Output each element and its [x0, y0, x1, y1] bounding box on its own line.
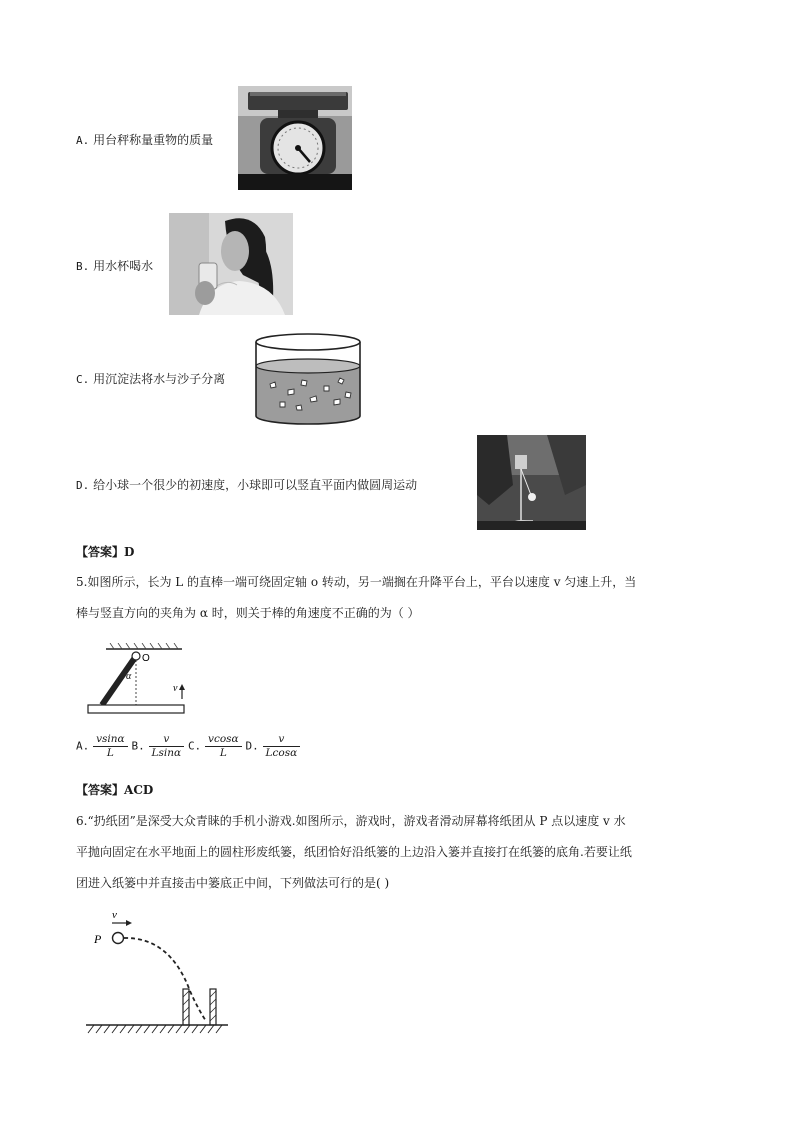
- q5-option-c-den: L: [219, 746, 227, 759]
- q5-option-b-label: B.: [131, 739, 145, 753]
- option-c-label: C.: [76, 373, 90, 386]
- q6-velocity-label: v: [112, 909, 117, 921]
- option-c-text: 用沉淀法将水与沙子分离: [93, 372, 226, 386]
- option-d-label: D.: [76, 479, 90, 492]
- platform: [88, 705, 184, 713]
- q4-answer-tag: 【答案】: [76, 545, 125, 559]
- pivot-label: O: [142, 653, 150, 664]
- ground-hatch: [88, 1025, 222, 1033]
- velocity-arrowhead: [179, 684, 185, 690]
- q5-text-line1: 5.如图所示，长为 L 的直棒一端可绕固定轴 o 转动，另一端搁在升降平台上，平台以速度 v 匀速上升，当: [76, 575, 637, 589]
- q5-option-b-den: Lsinα: [151, 746, 182, 759]
- q5-option-b-fraction: [149, 734, 185, 758]
- q4-answer: [76, 543, 134, 560]
- option-b: [76, 257, 153, 274]
- q5-option-b-num: v: [149, 734, 185, 747]
- pendulum-photo: [477, 435, 586, 530]
- q5-option-a-fraction: [93, 734, 128, 758]
- option-b-label: B.: [76, 260, 90, 273]
- q5-option-c-num: vcosα: [205, 734, 242, 747]
- scale-photo: [238, 86, 352, 190]
- q5-option-c-fraction: [205, 734, 242, 758]
- option-c: [76, 370, 225, 387]
- velocity-label: v: [173, 683, 178, 694]
- q6-paper-toss-diagram: [82, 905, 232, 1035]
- paper-ball: [113, 933, 124, 944]
- q6-text-line2: 平抛向固定在水平地面上的圆柱形废纸篓，纸团恰好沿纸篓的上边沿入篓并直接打在纸篓的底角.若要让纸: [76, 845, 632, 859]
- q5-option-a-label: A.: [76, 739, 90, 753]
- option-a: [76, 131, 213, 148]
- q5-rod-diagram: [82, 643, 194, 723]
- q6-point-label: P: [94, 932, 102, 946]
- option-d-text: 给小球一个很少的初速度，小球即可以竖直平面内做圆周运动: [93, 478, 418, 492]
- q5-option-d-num: v: [263, 734, 301, 747]
- q6-text-line3: 团进入纸篓中并直接击中篓底正中间，下列做法可行的是( ): [76, 876, 390, 890]
- q6-text-line1: 6.“扔纸团”是深受大众青睐的手机小游戏.如图所示，游戏时，游戏者滑动屏幕将纸团从 P 点以速度 v 水: [76, 814, 626, 828]
- q5-option-a-den: L: [106, 746, 114, 759]
- ceiling-hatch: [110, 643, 178, 649]
- q5-option-d-den: Lcosα: [265, 746, 298, 759]
- trajectory: [124, 938, 206, 1021]
- q5-options: [76, 734, 300, 758]
- q5-option-c-label: C.: [187, 739, 202, 753]
- option-a-label: A.: [76, 134, 90, 147]
- q5-option-a-num: vsinα: [93, 734, 128, 747]
- option-a-text: 用台秤称量重物的质量: [93, 133, 214, 147]
- q5-option-d-fraction: [263, 734, 301, 758]
- q5-option-d-label: D.: [245, 739, 259, 753]
- q5-answer-value: ACD: [124, 783, 154, 797]
- q5-text-line2: 棒与竖直方向的夹角为 α 时，则关于棒的角速度不正确的为（ ）: [76, 606, 420, 620]
- beaker-sediment: [250, 330, 366, 426]
- q5-answer-tag: 【答案】: [76, 783, 125, 797]
- pivot-o: [132, 652, 140, 660]
- option-d: [76, 476, 417, 493]
- drinking-photo: [169, 213, 293, 315]
- q5-answer: [76, 781, 153, 798]
- angle-label: α: [126, 671, 132, 682]
- q4-answer-value: D: [124, 545, 135, 559]
- q6-velocity-arrowhead: [126, 920, 132, 926]
- option-b-text: 用水杯喝水: [93, 259, 154, 273]
